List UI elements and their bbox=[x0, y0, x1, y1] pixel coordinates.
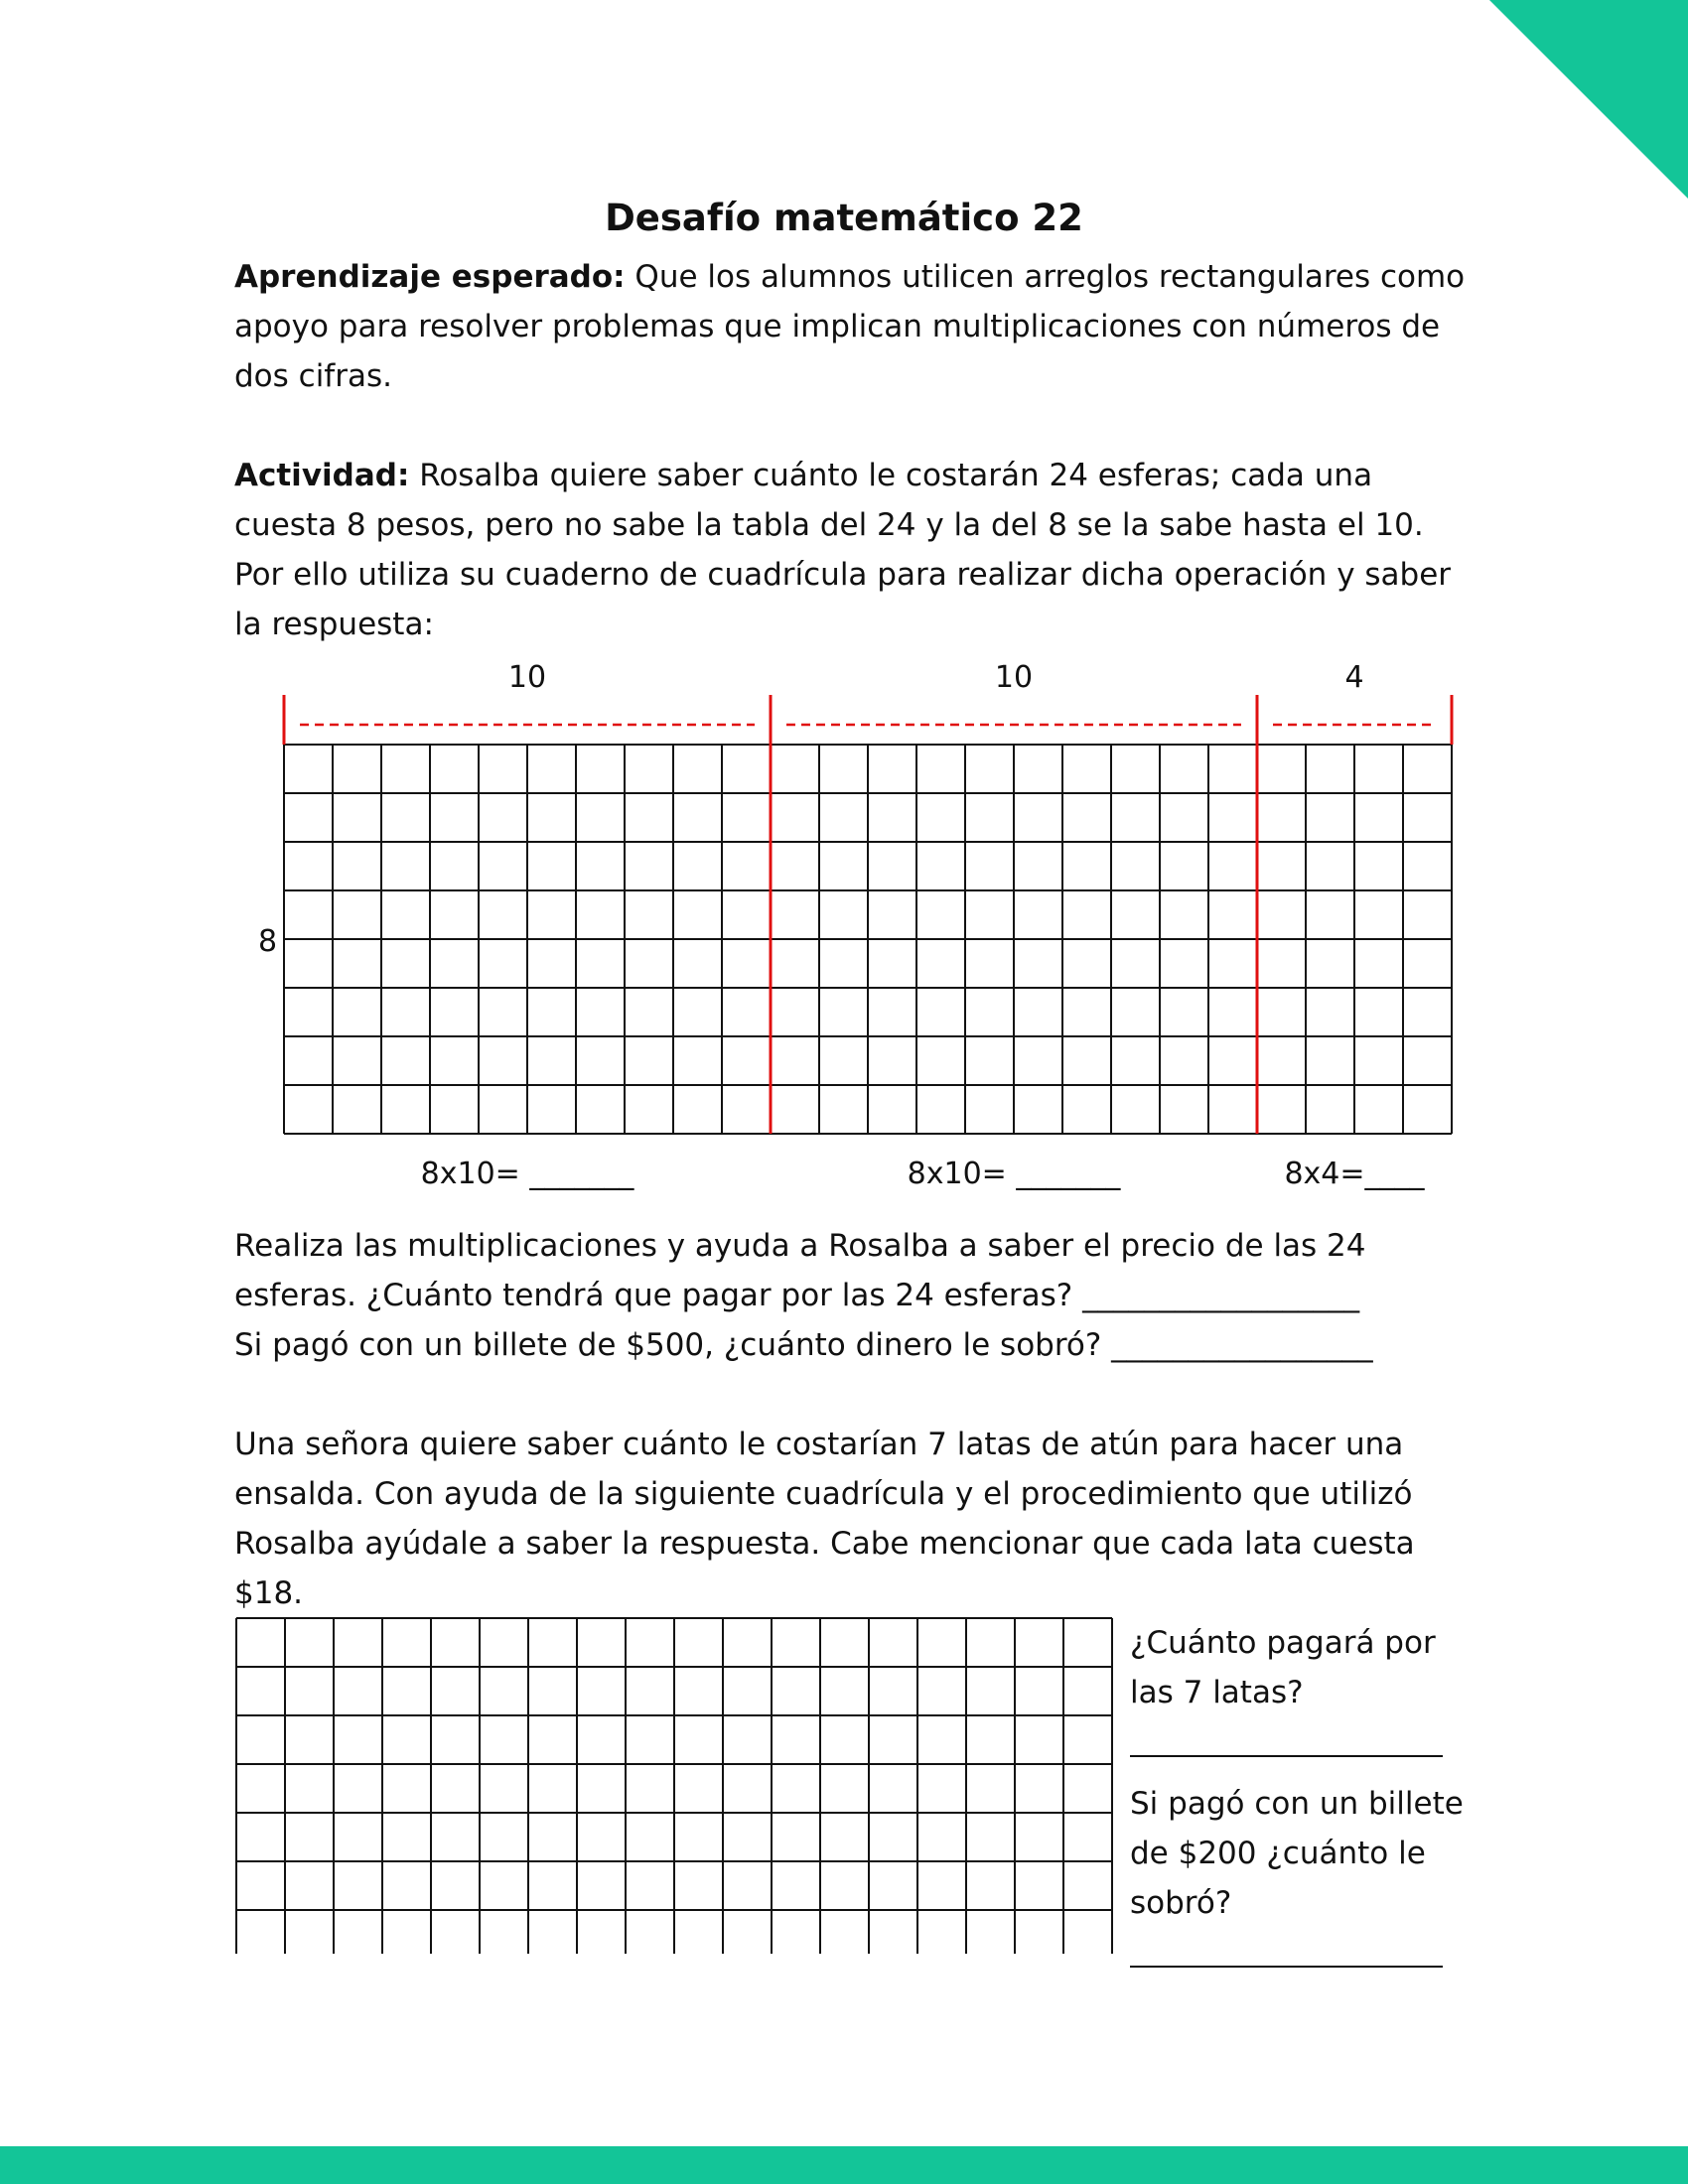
page-title: Desafío matemático 22 bbox=[605, 197, 1083, 239]
side-question-change: Si pagó con un billete de $200 ¿cuánto le sobró? bbox=[1130, 1786, 1464, 1921]
answer-blank-total[interactable] bbox=[1130, 1731, 1443, 1757]
question1-line1: Realiza las multiplicaciones y ayuda a Rosalba a saber el precio de las 24 bbox=[234, 1228, 1366, 1264]
activity-paragraph bbox=[234, 451, 1476, 649]
activity-text: Rosalba quiere saber cuánto le costarán 24 esferas; cada una cuesta 8 pesos, pero no sabe la tabla del 24 y la del 8 se la sabe hasta el 10. Por ello utiliza su cuaderno de cuadrícula para realizar dicha operación y saber la respuesta: bbox=[234, 458, 1452, 642]
question1-line2: esferas. ¿Cuánto tendrá que pagar por las 24 esferas? __________________ bbox=[234, 1278, 1360, 1313]
bottom-accent-bar bbox=[0, 2146, 1688, 2184]
blank-grid-18x7 bbox=[234, 1616, 1118, 1954]
question1-line3: Si pagó con un billete de $500, ¿cuánto dinero le sobró? _________________ bbox=[234, 1327, 1373, 1363]
learning-objective bbox=[234, 252, 1476, 401]
corner-triangle-decoration bbox=[1489, 0, 1688, 199]
section-top-label: 4 bbox=[1344, 660, 1364, 695]
activity-label: Actividad: bbox=[234, 458, 410, 493]
corner-triangle bbox=[1489, 0, 1688, 199]
side-question-total: ¿Cuánto pagará por las 7 latas? bbox=[1130, 1625, 1436, 1710]
row-count-label: 8 bbox=[258, 924, 278, 959]
objective-text: Que los alumnos utilicen arreglos rectangulares como apoyo para resolver problemas que implican multiplicaciones con números de dos cifras. bbox=[234, 259, 1466, 394]
answer-blank-change[interactable] bbox=[1130, 1942, 1443, 1968]
section-product-label: 8x4=____ bbox=[1284, 1157, 1425, 1191]
section-top-label: 10 bbox=[507, 660, 547, 695]
side-questions bbox=[1130, 1618, 1468, 1989]
tuna-cans-problem: Una señora quiere saber cuánto le costarían 7 latas de atún para hacer una ensalda. Con ayuda de la siguiente cuadrícula y el procedimiento que utilizó Rosalba ayúdale a saber la respuesta. Cabe mencionar que cada lata cuesta $18. bbox=[234, 1427, 1415, 1611]
section-product-label: 8x10= _______ bbox=[420, 1157, 634, 1191]
section-product-label: 8x10= _______ bbox=[907, 1157, 1121, 1191]
section-top-label: 10 bbox=[994, 660, 1034, 695]
objective-label: Aprendizaje esperado: bbox=[234, 259, 626, 295]
rectangular-array-grid-24x8 bbox=[244, 657, 1476, 1233]
question-24-spheres bbox=[234, 1221, 1476, 1370]
